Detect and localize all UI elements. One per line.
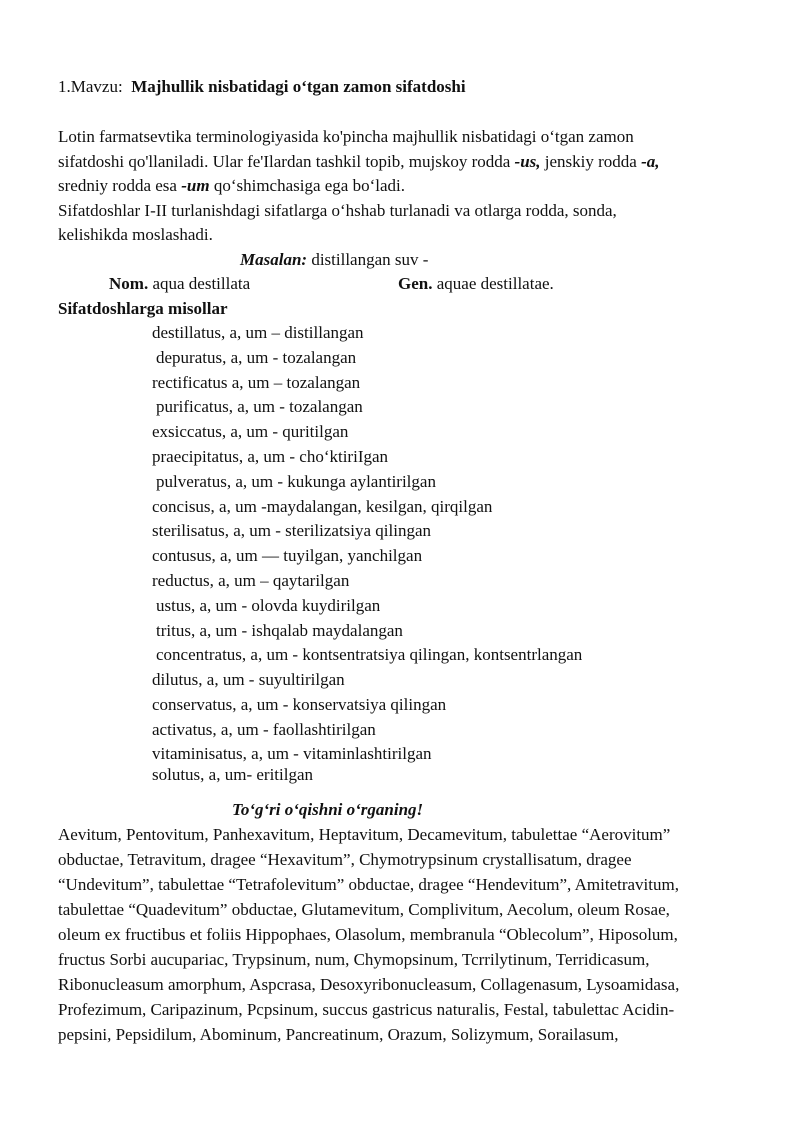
example-text: distillangan suv - xyxy=(307,249,429,269)
list-item: solutus, a, um- eritilgan xyxy=(152,765,314,785)
list-item: reductus, a, um – qaytarilgan xyxy=(152,570,350,590)
nominative-form: Nom. aqua destillata xyxy=(109,274,251,293)
list-item: contusus, a, um — tuyilgan, yanchilgan xyxy=(152,546,423,566)
drug-line: tabulettae “Quadevitum” obductae, Glutamevitum, Complivitum, Aecolum, oleum Rosae, xyxy=(58,900,670,920)
participle-list xyxy=(58,321,758,786)
list-item: depuratus, a, um - tozalangan xyxy=(156,347,357,367)
drug-line: obductae, Tetravitum, dragee “Hexavitum”, Chymotrypsinum crystallisatum, dragee xyxy=(58,850,632,870)
list-item: ustus, a, um - olovda kuydirilgan xyxy=(156,595,381,615)
drug-line: Profezimum, Caripazinum, Pcpsinum, succus gastricus naturalis, Festal, tabulettac Acidin- xyxy=(58,1000,675,1020)
intro-line: Lotin farmatsevtika terminologiyasida ko'pincha majhullik nisbatidagi o‘tgan zamon xyxy=(58,127,634,146)
intro-line: kelishikda moslashadi. xyxy=(58,225,213,244)
topic-prefix: 1.Mavzu: xyxy=(58,77,123,96)
topic-heading: Majhullik nisbatidagi o‘tgan zamon sifatdoshi xyxy=(131,77,466,96)
reading-heading: To‘g‘ri o‘qishni o‘rganing! xyxy=(232,799,424,819)
drug-line: Aevitum, Pentovitum, Panhexavitum, Heptavitum, Decamevitum, tabulettae “Aerovitum” xyxy=(58,825,671,845)
drug-names-paragraph xyxy=(58,822,758,1047)
list-item: praecipitatus, a, um - cho‘ktiriIgan xyxy=(152,446,389,466)
topic-title xyxy=(58,76,758,98)
list-item: sterilisatus, a, um - sterilizatsiya qilingan xyxy=(152,521,432,541)
drug-line: oleum ex fructibus et foliis Hippophaes, Olasolum, membranula “Oblecolum”, Hiposolum, xyxy=(58,925,678,945)
intro-line: Sifatdoshlar I-II turlanishdagi sifatlarga o‘hshab turlanadi va otlarga rodda, sonda, xyxy=(58,200,617,220)
list-item: dilutus, a, um - suyultirilgan xyxy=(152,670,345,690)
list-item: pulveratus, a, um - kukunga aylantirilgan xyxy=(156,471,436,491)
list-item: vitaminisatus, a, um - vitaminlashtirilgan xyxy=(152,743,432,763)
intro-line: sifatdoshi qo'llaniladi. Ular fe'Ilardan tashkil topib, mujskoy rodda -us, jenskiy rodda -a, xyxy=(58,151,660,171)
list-item: concentratus, a, um - kontsentratsiya qilingan, kontsentrlangan xyxy=(156,645,583,665)
intro-line: sredniy rodda esa -um qo‘shimchasiga ega bo‘ladi. xyxy=(58,176,406,195)
list-item: exsiccatus, a, um - quritilgan xyxy=(152,422,349,442)
list-item: destillatus, a, um – distillangan xyxy=(152,323,364,342)
list-item: activatus, a, um - faollashtirilgan xyxy=(152,719,376,739)
list-item: tritus, a, um - ishqalab maydalangan xyxy=(156,620,403,640)
list-item: rectificatus a, um – tozalangan xyxy=(152,372,361,392)
list-item: concisus, a, um -maydalangan, kesilgan, qirqilgan xyxy=(152,496,493,516)
list-item: conservatus, a, um - konservatsiya qilingan xyxy=(152,694,447,714)
list-item: purificatus, a, um - tozalangan xyxy=(156,397,363,417)
document-page xyxy=(58,76,758,1047)
genitive-form: Gen. aquae destillatae. xyxy=(398,274,554,293)
example-label: Masalan: xyxy=(240,249,308,269)
drug-line: pepsini, Pepsidilum, Abominum, Pancreatinum, Orazum, Solizymum, Sorailasum, xyxy=(58,1025,619,1045)
drug-line: fructus Sorbi aucupariac, Trypsinum, num, Chymopsinum, Tcrrilytinum, Terridicasum, xyxy=(58,950,650,970)
example-block xyxy=(58,248,758,297)
drug-line: “Undevitum”, tabulettae “Tetrafolevitum” obductae, dragee “Hendevitum”, Amitetravitum, xyxy=(58,875,679,895)
intro-paragraph xyxy=(58,125,758,248)
example-label-line xyxy=(58,248,758,273)
case-forms xyxy=(58,272,758,297)
drug-line: Ribonucleasum amorphum, Aspcrasa, Desoxyribonucleasum, Collagenasum, Lysoamidasa, xyxy=(58,975,680,995)
examples-heading: Sifatdoshlarga misollar xyxy=(58,298,228,318)
